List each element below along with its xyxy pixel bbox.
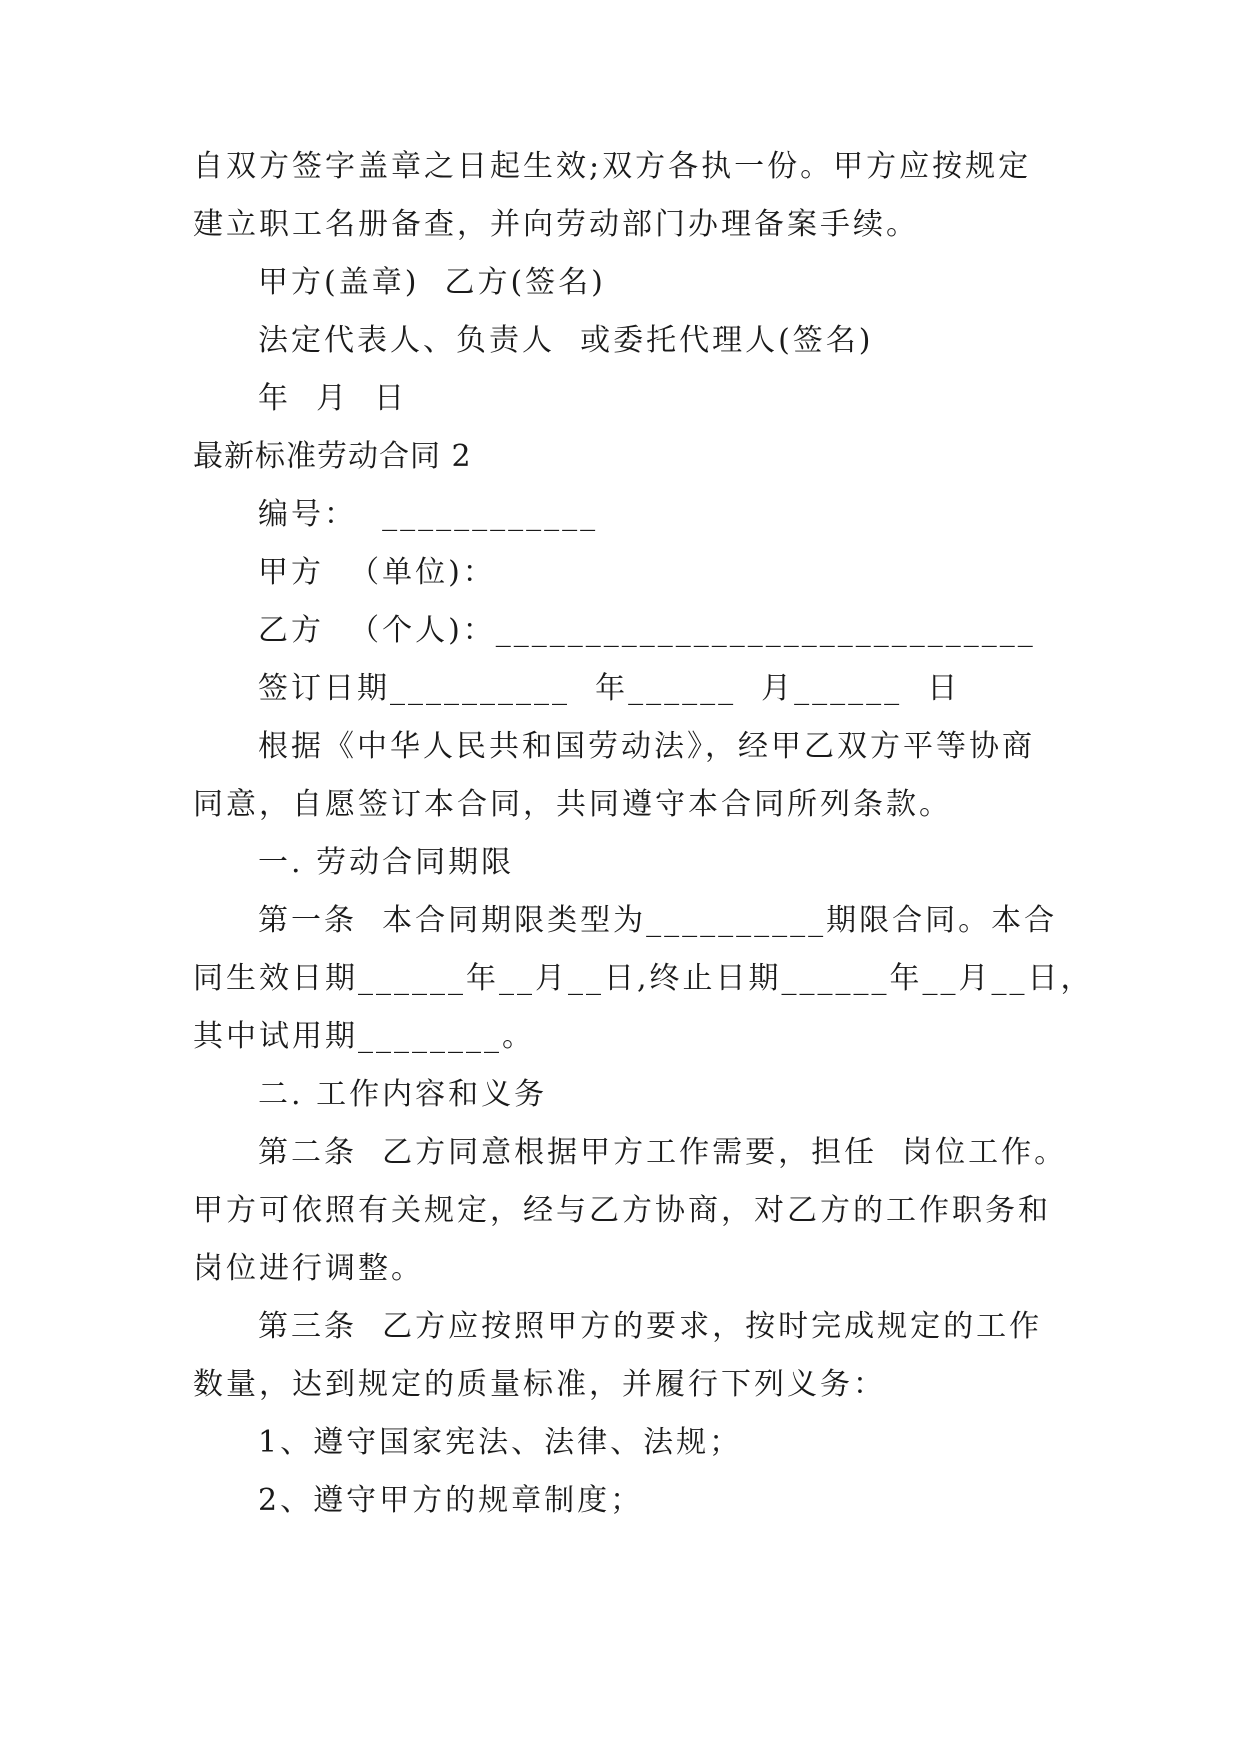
paragraph-line: 甲方可依照有关规定，经与乙方协商，对乙方的工作职务和 xyxy=(193,1193,1051,1228)
paragraph-line: 第三条 乙方应按照甲方的要求，按时完成规定的工作 xyxy=(258,1309,1043,1344)
signature-party-line: 甲方(盖章) 乙方(签名) xyxy=(258,265,606,300)
paragraph-line: 根据《中华人民共和国劳动法》，经甲乙双方平等协商 xyxy=(258,729,1035,764)
signature-representative-line: 法定代表人、负责人 或委托代理人(签名) xyxy=(258,323,874,358)
paragraph-line: 同意，自愿签订本合同，共同遵守本合同所列条款。 xyxy=(193,787,952,822)
party-a-field: 甲方 （单位)： xyxy=(258,555,496,590)
paragraph-line: 同生效日期______年__月__日,终止日期______年__月__日， xyxy=(193,961,1094,996)
list-item: 2、遵守甲方的规章制度； xyxy=(258,1483,644,1518)
paragraph-line: 其中试用期________。 xyxy=(193,1019,535,1054)
section-title: 最新标准劳动合同 2 xyxy=(193,439,472,474)
list-item: 1、遵守国家宪法、法律、法规； xyxy=(258,1425,743,1460)
party-b-field: 乙方 （个人)：______________________________ xyxy=(258,613,1036,648)
paragraph-line: 第一条 本合同期限类型为__________期限合同。本合 xyxy=(258,903,1058,938)
paragraph-line: 数量，达到规定的质量标准，并履行下列义务： xyxy=(193,1367,886,1402)
paragraph-line: 第二条 乙方同意根据甲方工作需要，担任 岗位工作。 xyxy=(258,1135,1068,1170)
contract-number-field: 编号： ____________ xyxy=(258,497,599,532)
paragraph-line: 岗位进行调整。 xyxy=(193,1251,424,1286)
section-heading: 二. 工作内容和义务 xyxy=(258,1077,548,1112)
signing-date-field: 签订日期__________ 年______ 月______ 日 xyxy=(258,671,961,706)
signature-date-line: 年 月 日 xyxy=(258,381,408,416)
paragraph-line: 自双方签字盖章之日起生效;双方各执一份。甲方应按规定 xyxy=(193,149,1032,184)
paragraph-line: 建立职工名册备查，并向劳动部门办理备案手续。 xyxy=(193,207,919,242)
section-heading: 一. 劳动合同期限 xyxy=(258,845,515,880)
